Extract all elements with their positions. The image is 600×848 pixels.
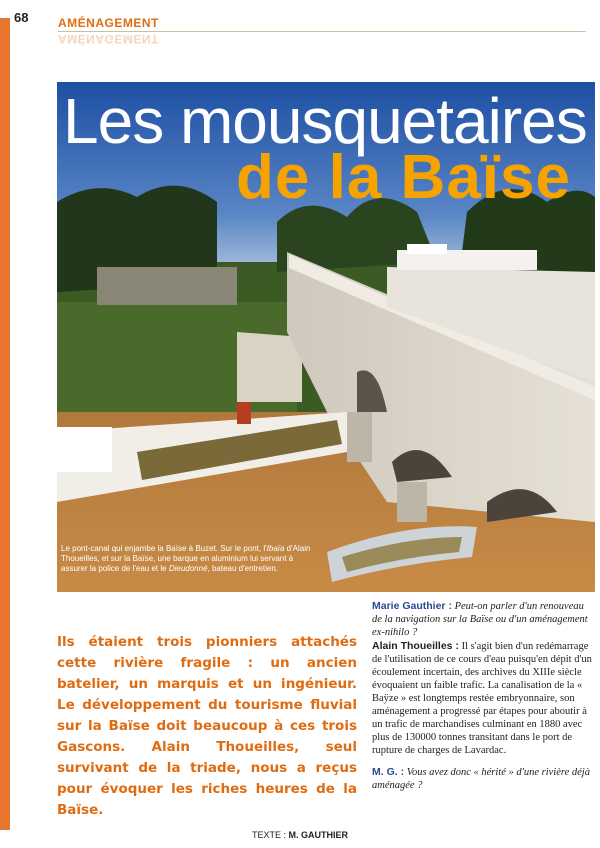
side-section-label: VIE SUR L'EAU [24, 602, 39, 724]
article-title-line-2: de la Baïse [236, 143, 571, 212]
interviewer-initials: M. G. : [372, 766, 405, 778]
interview-column [372, 600, 592, 801]
page-number: 68 [14, 10, 29, 25]
article-intro: Ils étaient trois pionniers attachés cette rivière fragile : un ancien batelier, un marquis et un ingénieur. Le développement du tourisme fluvial sur la Baïse doit beaucoup à ces trois Gascons. Alain Thoueilles, seul survivant de la triade, nous a reçus pour évoquer les riches heures de la Baïse. [57, 634, 357, 818]
question-1: Marie Gauthier : Peut-on parler d'un renouveau de la navigation sur la Baïse ou d'un aménagement ex-nihilo ? [372, 600, 588, 638]
section-header-reflection: AMÉNAGEMENT [58, 32, 159, 46]
header-rule [58, 31, 586, 32]
interviewee-name: Alain Thoueilles : [372, 640, 459, 652]
answer-1: Alain Thoueilles : Il s'agit bien d'un redémarrage de l'utilisation de ce cours d'eau puisqu'en dépit d'un écoulement incertain, des archives du XIIIe siècle évoquaient un faible trafic. La canalisation de la « Baÿze » est longtemps restée embryonnaire, son aménagement a progressé par étapes pour aboutir à un trafic de marchandises culminant en 1880 avec plus de 130000 tonnes transitant dans le port de rupture de charges de Lavardac. [372, 640, 592, 756]
interviewer-name: Marie Gauthier : [372, 600, 452, 612]
photo-caption: Le pont-canal qui enjambe la Baïse à Buzet. Sur le pont, l'Ibaïa d'Alain Thoueilles, et sur la Baïse, une barque en aluminium lui servant à assurer la police de l'eau et le Dieudonné, bateau d'entretien. [61, 544, 311, 573]
side-label-wrap [0, 520, 39, 820]
question-2: M. G. : Vous avez donc « hérité » d'une rivière déjà aménagée ? [372, 766, 590, 791]
section-header: AMÉNAGEMENT [58, 16, 159, 30]
author-credit: TEXTE : M. GAUTHIER [252, 830, 349, 840]
hero-photo [57, 82, 595, 592]
article-title-line-1: Les mousquetaires [63, 85, 587, 157]
